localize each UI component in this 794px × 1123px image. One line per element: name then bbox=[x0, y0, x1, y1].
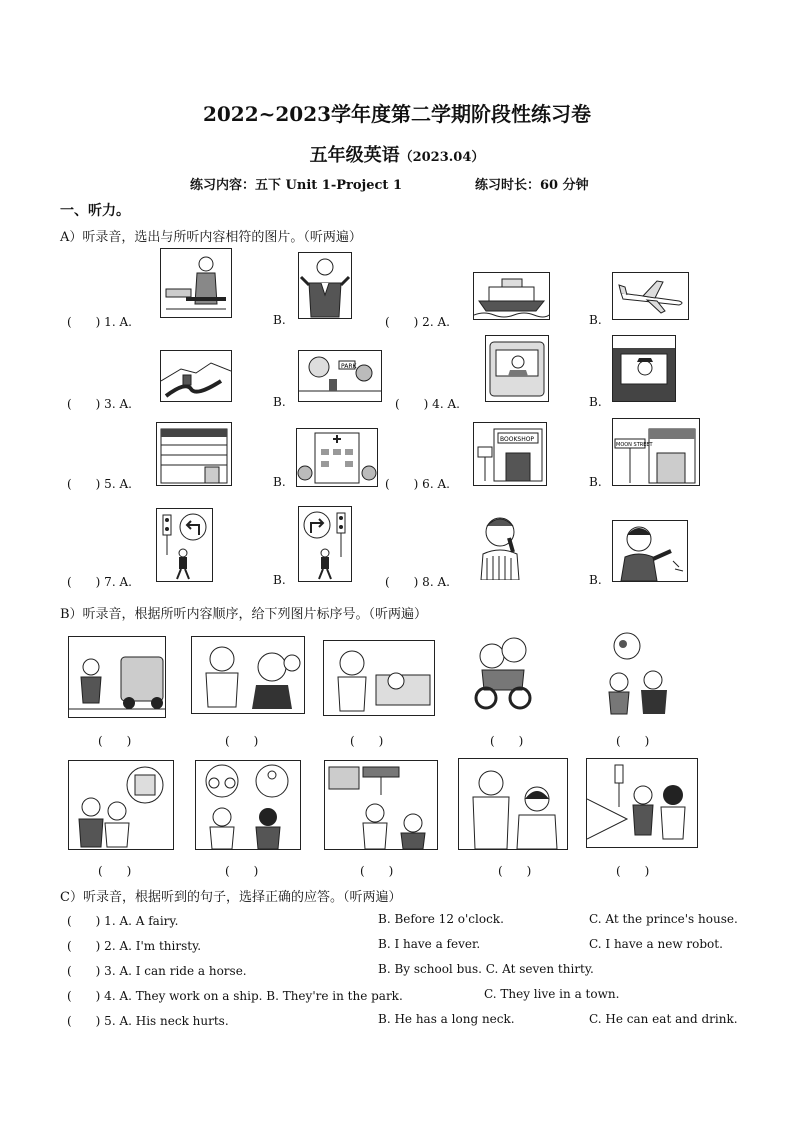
turn-left-picture[interactable] bbox=[156, 508, 213, 582]
part-c-q2-c[interactable]: C. I have a new robot. bbox=[589, 937, 723, 951]
part-b-blank-7[interactable]: ( ) bbox=[225, 864, 259, 878]
part-b-blank-2[interactable]: ( ) bbox=[225, 734, 259, 748]
park-picture[interactable] bbox=[298, 350, 382, 402]
part-b-blank-8[interactable]: ( ) bbox=[360, 864, 394, 878]
part-c-q1-c[interactable]: C. At the prince's house. bbox=[589, 912, 738, 926]
content-label: 练习内容：五下 Unit 1-Project 1 bbox=[190, 178, 402, 193]
part-b-picture-2[interactable] bbox=[191, 636, 305, 714]
moon-street-sign-text: MOON STREET bbox=[616, 442, 653, 448]
part-b-picture-7[interactable] bbox=[195, 760, 301, 850]
question-1-prefix[interactable]: ( ) 1. A. bbox=[67, 315, 132, 329]
man-at-desk-picture[interactable] bbox=[160, 248, 232, 318]
part-c-q2-a[interactable]: ( ) 2. A. I'm thirsty. bbox=[67, 939, 202, 953]
boy-waving-picture[interactable] bbox=[612, 520, 688, 582]
part-b-blank-10[interactable]: ( ) bbox=[616, 864, 650, 878]
time-label: 练习时长：60 分钟 bbox=[475, 178, 589, 193]
part-c-q4-c[interactable]: C. They live in a town. bbox=[484, 987, 620, 1001]
part-b-picture-4[interactable] bbox=[466, 630, 538, 712]
part-c-q5-a[interactable]: ( ) 5. A. His neck hurts. bbox=[67, 1014, 229, 1028]
question-1-b[interactable]: B. bbox=[273, 313, 286, 327]
part-b-blank-5[interactable]: ( ) bbox=[616, 734, 650, 748]
part-b-blank-3[interactable]: ( ) bbox=[350, 734, 384, 748]
park-sign-text: PARK bbox=[341, 363, 357, 370]
bus-driver-picture[interactable] bbox=[485, 335, 549, 402]
subject-label: 五年级英语 bbox=[309, 145, 400, 166]
part-b-picture-5[interactable] bbox=[597, 630, 675, 716]
taxi-driver-picture[interactable] bbox=[612, 335, 676, 402]
moon-street-picture[interactable] bbox=[612, 418, 700, 486]
question-3-prefix[interactable]: ( ) 3. A. bbox=[67, 397, 132, 411]
great-wall-picture[interactable] bbox=[160, 350, 232, 402]
question-2-prefix[interactable]: ( ) 2. A. bbox=[385, 315, 450, 329]
part-b-picture-6[interactable] bbox=[68, 760, 174, 850]
part-c-q1-a[interactable]: ( ) 1. A. A fairy. bbox=[67, 914, 179, 928]
plane-picture[interactable] bbox=[612, 272, 689, 320]
part-b-blank-6[interactable]: ( ) bbox=[98, 864, 132, 878]
part-c-q1-b[interactable]: B. Before 12 o'clock. bbox=[378, 912, 504, 926]
question-8-prefix[interactable]: ( ) 8. A. bbox=[385, 575, 450, 589]
hospital-picture[interactable] bbox=[296, 428, 378, 487]
building-picture[interactable] bbox=[156, 422, 232, 486]
exam-subject bbox=[0, 141, 794, 167]
part-c-instruction: C）听录音，根据听到的句子，选择正确的应答。（听两遍） bbox=[60, 890, 402, 905]
exam-date: （2023.04） bbox=[399, 150, 485, 165]
part-b-picture-10[interactable] bbox=[586, 758, 698, 848]
question-5-prefix[interactable]: ( ) 5. A. bbox=[67, 477, 132, 491]
question-4-b[interactable]: B. bbox=[589, 395, 602, 409]
question-6-b[interactable]: B. bbox=[589, 475, 602, 489]
part-c-q5-c[interactable]: C. He can eat and drink. bbox=[589, 1012, 738, 1026]
part-a-instruction: A）听录音，选出与所听内容相符的图片。（听两遍） bbox=[60, 230, 362, 245]
part-b-picture-3[interactable] bbox=[323, 640, 435, 716]
bookshop-picture[interactable] bbox=[473, 422, 547, 486]
question-3-b[interactable]: B. bbox=[273, 395, 286, 409]
turn-right-picture[interactable] bbox=[298, 506, 352, 582]
man-in-suit-picture[interactable] bbox=[298, 252, 352, 319]
part-b-picture-1[interactable] bbox=[68, 636, 166, 718]
ship-picture[interactable] bbox=[473, 272, 550, 320]
question-5-b[interactable]: B. bbox=[273, 475, 286, 489]
part-c-q2-b[interactable]: B. I have a fever. bbox=[378, 937, 481, 951]
question-7-prefix[interactable]: ( ) 7. A. bbox=[67, 575, 132, 589]
question-7-b[interactable]: B. bbox=[273, 573, 286, 587]
part-c-q3-bc[interactable]: B. By school bus. C. At seven thirty. bbox=[378, 962, 594, 976]
toothache-picture[interactable] bbox=[473, 510, 527, 580]
part-b-instruction: B）听录音，根据所听内容顺序，给下列图片标序号。（听两遍） bbox=[60, 607, 428, 622]
part-b-blank-9[interactable]: ( ) bbox=[498, 864, 532, 878]
part-b-blank-4[interactable]: ( ) bbox=[490, 734, 524, 748]
part-b-picture-8[interactable] bbox=[324, 760, 438, 850]
section-heading: 一、听力。 bbox=[60, 203, 130, 219]
question-4-prefix[interactable]: ( ) 4. A. bbox=[395, 397, 460, 411]
question-6-prefix[interactable]: ( ) 6. A. bbox=[385, 477, 450, 491]
part-b-blank-1[interactable]: ( ) bbox=[98, 734, 132, 748]
part-b-picture-9[interactable] bbox=[458, 758, 568, 850]
part-c-q3-a[interactable]: ( ) 3. A. I can ride a horse. bbox=[67, 964, 247, 978]
exam-title: 2022~2023学年度第二学期阶段性练习卷 bbox=[202, 102, 592, 126]
question-8-b[interactable]: B. bbox=[589, 573, 602, 587]
part-c-q5-b[interactable]: B. He has a long neck. bbox=[378, 1012, 515, 1026]
bookshop-sign-text: BOOKSHOP bbox=[500, 436, 535, 443]
question-2-b[interactable]: B. bbox=[589, 313, 602, 327]
part-c-q4-ab[interactable]: ( ) 4. A. They work on a ship. B. They're in the park. bbox=[67, 989, 403, 1003]
